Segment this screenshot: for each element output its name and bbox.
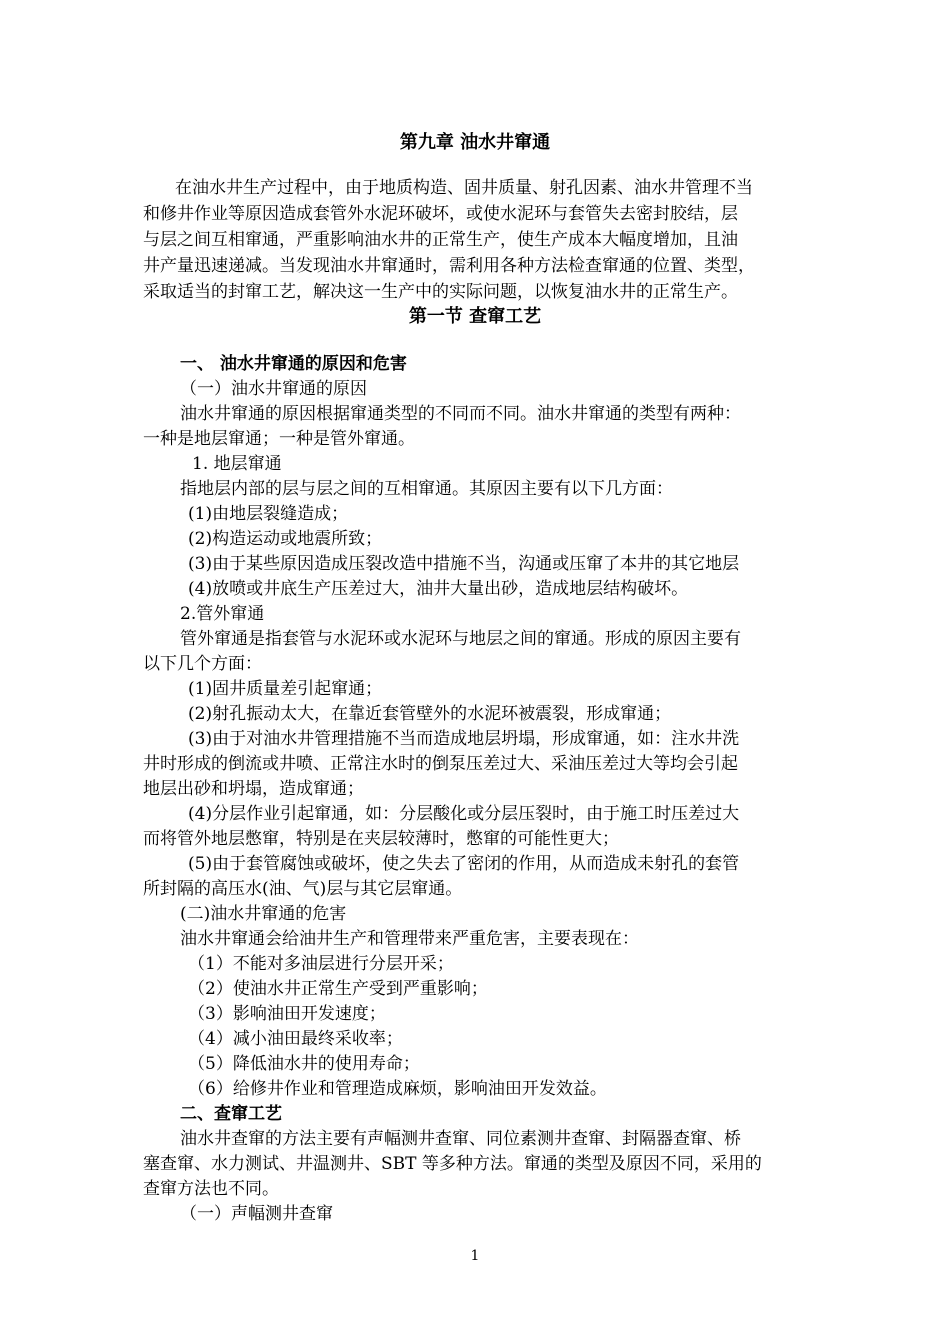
paragraph-line: 以下几个方面： (143, 654, 262, 674)
list-item: （3）影响油田开发速度； (188, 1004, 386, 1024)
list-item: （1）不能对多油层进行分层开采； (188, 954, 454, 974)
list-item: (1)固井质量差引起窜通； (188, 679, 383, 699)
paragraph-line: 指地层内部的层与层之间的互相窜通。其原因主要有以下几方面： (180, 479, 673, 499)
section-title: 第一节 查窜工艺 (408, 306, 542, 327)
subheading: 2.管外窜通 (180, 604, 265, 624)
list-item: (3)由于某些原因造成压裂改造中措施不当，沟通或压窜了本井的其它地层 (188, 554, 740, 574)
intro-line: 在油水井生产过程中，由于地质构造、固井质量、射孔因素、油水井管理不当 (175, 178, 753, 198)
paragraph-line: 所封隔的高压水(油、气)层与其它层窜通。 (143, 879, 463, 899)
list-item: （6）给修井作业和管理造成麻烦，影响油田开发效益。 (188, 1079, 607, 1099)
chapter-title: 第九章 油水井窜通 (399, 132, 551, 153)
paragraph-line: 管外窜通是指套管与水泥环或水泥环与地层之间的窜通。形成的原因主要有 (180, 629, 741, 649)
list-item: （5）降低油水井的使用寿命； (188, 1054, 420, 1074)
heading-level-1: 二、查窜工艺 (180, 1104, 282, 1124)
paragraph-line: 而将管外地层憋窜，特别是在夹层较薄时，憋窜的可能性更大； (143, 829, 619, 849)
paragraph-line: 一种是地层窜通；一种是管外窜通。 (143, 429, 415, 449)
paragraph-line: 塞查窜、水力测试、井温测井、SBT 等多种方法。窜通的类型及原因不同，采用的 (143, 1154, 762, 1174)
heading-level-1: 一、 油水井窜通的原因和危害 (180, 354, 407, 374)
paragraph-line: 油水井窜通会给油井生产和管理带来严重危害，主要表现在： (180, 929, 639, 949)
paragraph-line: 查窜方法也不同。 (143, 1179, 279, 1199)
subheading: (二)油水井窜通的危害 (180, 904, 347, 924)
intro-line: 和修井作业等原因造成套管外水泥环破坏，或使水泥环与套管失去密封胶结，层 (143, 204, 738, 224)
subheading: 1. 地层窜通 (192, 454, 282, 474)
intro-line: 与层之间互相窜通，严重影响油水井的正常生产，使生产成本大幅度增加，且油 (143, 230, 738, 250)
paragraph-line: 油水井查窜的方法主要有声幅测井查窜、同位素测井查窜、封隔器查窜、桥 (180, 1129, 741, 1149)
list-item: (5)由于套管腐蚀或破坏，使之失去了密闭的作用，从而造成未射孔的套管 (188, 854, 740, 874)
list-item: （4）减小油田最终采收率； (188, 1029, 403, 1049)
intro-line: 采取适当的封窜工艺，解决这一生产中的实际问题，以恢复油水井的正常生产。 (143, 282, 738, 302)
intro-line: 井产量迅速递减。当发现油水井窜通时，需利用各种方法检查窜通的位置、类型， (143, 256, 755, 276)
subheading: （一）油水井窜通的原因 (180, 379, 367, 399)
list-item: （2）使油水井正常生产受到严重影响； (188, 979, 488, 999)
paragraph-line: 地层出砂和坍塌，造成窜通； (143, 779, 364, 799)
list-item: (2)射孔振动太大，在靠近套管壁外的水泥环被震裂，形成窜通； (188, 704, 672, 724)
list-item: (3)由于对油水井管理措施不当而造成地层坍塌，形成窜通，如：注水井洗 (188, 729, 740, 749)
list-item: (1)由地层裂缝造成； (188, 504, 349, 524)
list-item: (4)放喷或井底生产压差过大，油井大量出砂，造成地层结构破坏。 (188, 579, 689, 599)
list-item: (4)分层作业引起窜通，如：分层酸化或分层压裂时，由于施工时压差过大 (188, 804, 740, 824)
list-item: (2)构造运动或地震所致； (188, 529, 383, 549)
page-number: 1 (470, 1248, 480, 1264)
paragraph-line: 井时形成的倒流或井喷、正常注水时的倒泵压差过大、采油压差过大等均会引起 (143, 754, 738, 774)
paragraph-line: 油水井窜通的原因根据窜通类型的不同而不同。油水井窜通的类型有两种： (180, 404, 741, 424)
subheading: （一）声幅测井查窜 (180, 1204, 333, 1224)
